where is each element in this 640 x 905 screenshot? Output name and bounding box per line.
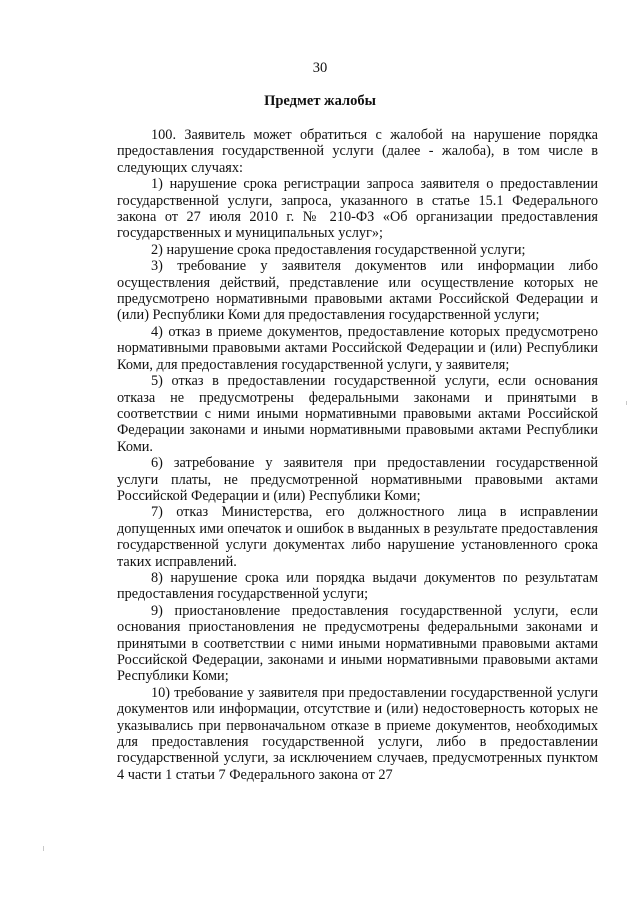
page-number: 30 [312, 60, 328, 76]
list-item-1: 1) нарушение срока регистрации запроса заявителя о предоставлении государственной услуги, запроса, указанного в статье 15.1 Федерального закона от 27 июля 2010 г. № 210-ФЗ «Об организации предоставления государственных и муниципальных услуг»; [117, 176, 598, 242]
list-item-10: 10) требование у заявителя при предоставлении государственной услуги документов или информации, отсутствие и (или) недостоверность которых не указывались при первоначальном отказе в приеме документов, необходимых для предоставления государственной услуги, либо в предоставлении государственной услуги, за исключением случаев, предусмотренных пунктом 4 части 1 статьи 7 Федерального закона от 27 [117, 684, 598, 783]
list-item-5: 5) отказ в предоставлении государственной услуги, если основания отказа не предусмотрены федеральными законами и принятыми в соответствии с ними иными нормативными правовыми актами Российской Федерации законами и иными нормативными правовыми актами Республики Коми. [117, 373, 598, 455]
scan-mark-left [43, 846, 44, 851]
section-title: Предмет жалобы [264, 93, 376, 109]
paragraph-100-intro: 100. Заявитель может обратиться с жалобой на нарушение порядка предоставления государственной услуги (далее - жалоба), в том числе в следующих случаях: [117, 127, 598, 176]
list-item-9: 9) приостановление предоставления государственной услуги, если основания приостановления не предусмотрены федеральными законами и принятыми в соответствии с ними иными нормативными правовыми актами Российской Федерации, законами и иными нормативными правовыми актами Республики Коми; [117, 602, 598, 685]
list-item-6: 6) затребование у заявителя при предоставлении государственной услуги платы, не предусмотренной нормативными правовыми актами Российской Федерации и (или) Республики Коми; [117, 455, 598, 504]
list-item-3: 3) требование у заявителя документов или информации либо осуществления действий, представление или осуществление которых не предусмотрено нормативными правовыми актами Российской Федерации и (или) Республики Коми для предоставления государственной услуги; [117, 258, 598, 324]
list-item-7: 7) отказ Министерства, его должностного лица в исправлении допущенных ими опечаток и ошибок в выданных в результате предоставления государственной услуги документах либо нарушение установленного срока таких исправлений. [117, 504, 598, 570]
list-item-4: 4) отказ в приеме документов, предоставление которых предусмотрено нормативными правовыми актами Российской Федерации и (или) Республики Коми, для предоставления государственной услуги, у заявителя; [117, 323, 598, 373]
list-item-2: 2) нарушение срока предоставления государственной услуги; [151, 241, 526, 258]
scan-mark-right [626, 401, 627, 405]
list-item-8: 8) нарушение срока или порядка выдачи документов по результатам предоставления государственной услуги; [117, 569, 598, 603]
document-body [117, 127, 598, 783]
